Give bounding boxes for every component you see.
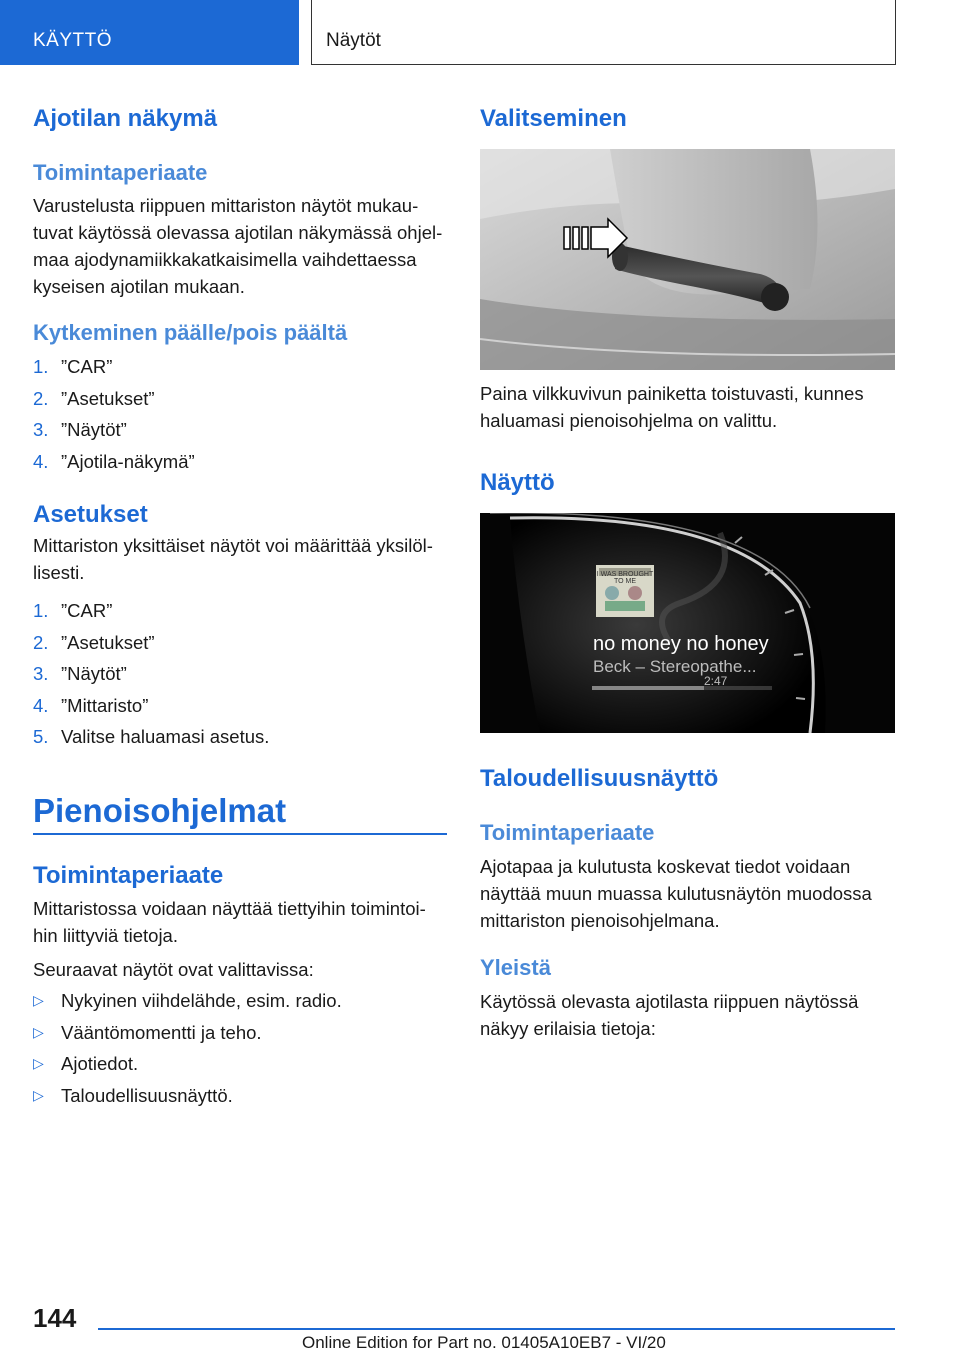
- settings-steps-list: [33, 597, 447, 755]
- step-number: 2.: [33, 631, 49, 653]
- text-line: Mittariston yksittäiset näytöt voi määrittää yksilöl-: [33, 535, 433, 556]
- available-text: Seuraavat näytöt ovat valittavissa:: [33, 959, 314, 980]
- item-text: Nykyinen viihdelähde, esim. radio.: [61, 990, 342, 1011]
- triangle-bullet-icon: ▷: [33, 1055, 44, 1071]
- list-item: [33, 448, 447, 480]
- edition-text: Online Edition for Part no. 01405A10EB7 - VI/20: [302, 1333, 666, 1352]
- text-line: tuvat käytössä olevassa ajotilan näkymässä ohjel-: [33, 222, 443, 243]
- select-heading: Valitseminen: [480, 105, 627, 132]
- text-line: maa ajodynamiikkakatkaisimella vaihdettaessa: [33, 249, 417, 270]
- stalk-illustration: [480, 149, 895, 370]
- step-text: ”CAR”: [61, 600, 113, 621]
- economy-heading: Taloudellisuusnäyttö: [480, 765, 719, 792]
- cluster-illustration: [480, 513, 895, 733]
- principle-heading-3: Toimintaperiaate: [480, 820, 655, 845]
- switch-steps-list: [33, 353, 447, 479]
- principle-text-3: [480, 853, 872, 934]
- text-line: Käytössä olevasta ajotilasta riippuen näytössä: [480, 991, 859, 1012]
- track-time: 2:47: [704, 674, 728, 688]
- list-item: [33, 987, 447, 1019]
- text-line: Varustelusta riippuen mittariston näytöt mukau-: [33, 195, 419, 216]
- widgets-heading: Pienoisohjelmat: [33, 792, 287, 829]
- list-item: [33, 597, 447, 629]
- step-text: ”Asetukset”: [61, 631, 155, 653]
- step-number: 1.: [33, 600, 49, 621]
- display-image: [480, 513, 895, 733]
- chapter-label: Näytöt: [326, 30, 381, 51]
- general-text: [480, 988, 858, 1042]
- settings-text: [33, 532, 433, 586]
- step-number: 3.: [33, 663, 49, 684]
- step-text: Valitse haluamasi asetus.: [61, 726, 270, 747]
- principle-heading-1: Toimintaperiaate: [33, 160, 208, 185]
- text-line: Mittaristossa voidaan näyttää tiettyihin toimintoi-: [33, 898, 426, 919]
- section-tab: [0, 0, 299, 65]
- list-item: [33, 416, 447, 448]
- step-text: ”Näytöt”: [61, 663, 127, 684]
- text-line: näkyy erilaisia tietoja:: [480, 1018, 656, 1039]
- principle-heading-2: Toimintaperiaate: [33, 862, 224, 889]
- principle-text-2: [33, 895, 426, 949]
- stalk-button-image: [480, 149, 895, 370]
- available-list: [33, 987, 447, 1113]
- item-text: Vääntömomentti ja teho.: [61, 1021, 262, 1043]
- list-item: [33, 1050, 447, 1082]
- step-number: 3.: [33, 419, 49, 440]
- item-text: Taloudellisuusnäyttö.: [61, 1084, 233, 1106]
- step-number: 2.: [33, 387, 49, 409]
- section-rule: [33, 833, 447, 835]
- section-label: KÄYTTÖ: [33, 30, 113, 51]
- text-line: hin liittyviä tietoja.: [33, 925, 178, 946]
- text-line: mittariston pienoisohjelmana.: [480, 910, 720, 931]
- list-item: [33, 692, 447, 724]
- footer-rule: [98, 1328, 895, 1330]
- triangle-bullet-icon: ▷: [33, 1023, 44, 1040]
- text-line: Paina vilkkuvivun painiketta toistuvasti, kunnes: [480, 383, 864, 404]
- page-number: 144: [33, 1303, 77, 1333]
- text-line: näyttää muun muassa kulutusnäytön muodossa: [480, 883, 872, 904]
- principle-text-1: [33, 192, 442, 300]
- select-text: [480, 380, 864, 434]
- step-text: ”Ajotila-näkymä”: [61, 450, 195, 472]
- list-item: [33, 1019, 447, 1051]
- triangle-bullet-icon: ▷: [33, 1086, 44, 1103]
- step-number: 1.: [33, 356, 49, 377]
- list-item: [33, 660, 447, 692]
- text-line: lisesti.: [33, 562, 85, 583]
- step-number: 4.: [33, 450, 49, 472]
- list-item: [33, 385, 447, 417]
- chapter-box: [311, 0, 896, 65]
- step-number: 5.: [33, 726, 49, 747]
- step-text: ”Mittaristo”: [61, 694, 149, 716]
- switch-heading: Kytkeminen päälle/pois päältä: [33, 320, 348, 345]
- step-text: ”CAR”: [61, 356, 113, 377]
- artist-name: Beck – Stereopathe...: [593, 657, 757, 676]
- text-line: kyseisen ajotilan mukaan.: [33, 276, 245, 297]
- display-heading: Näyttö: [480, 469, 555, 496]
- settings-heading: Asetukset: [33, 501, 148, 528]
- triangle-bullet-icon: ▷: [33, 992, 44, 1008]
- song-title: no money no honey: [593, 633, 769, 655]
- text-line: haluamasi pienoisohjelma on valittu.: [480, 410, 778, 431]
- list-item: [33, 723, 447, 755]
- list-item: [33, 1082, 447, 1114]
- album-caption: I WAS BROUGHT TO ME: [596, 571, 654, 585]
- general-heading: Yleistä: [480, 955, 551, 980]
- item-text: Ajotiedot.: [61, 1053, 139, 1074]
- step-text: ”Näytöt”: [61, 419, 127, 440]
- list-item: [33, 353, 447, 385]
- drive-mode-heading: Ajotilan näkymä: [33, 105, 218, 132]
- step-number: 4.: [33, 694, 49, 716]
- list-item: [33, 629, 447, 661]
- text-line: Ajotapaa ja kulutusta koskevat tiedot voidaan: [480, 856, 851, 877]
- step-text: ”Asetukset”: [61, 387, 155, 409]
